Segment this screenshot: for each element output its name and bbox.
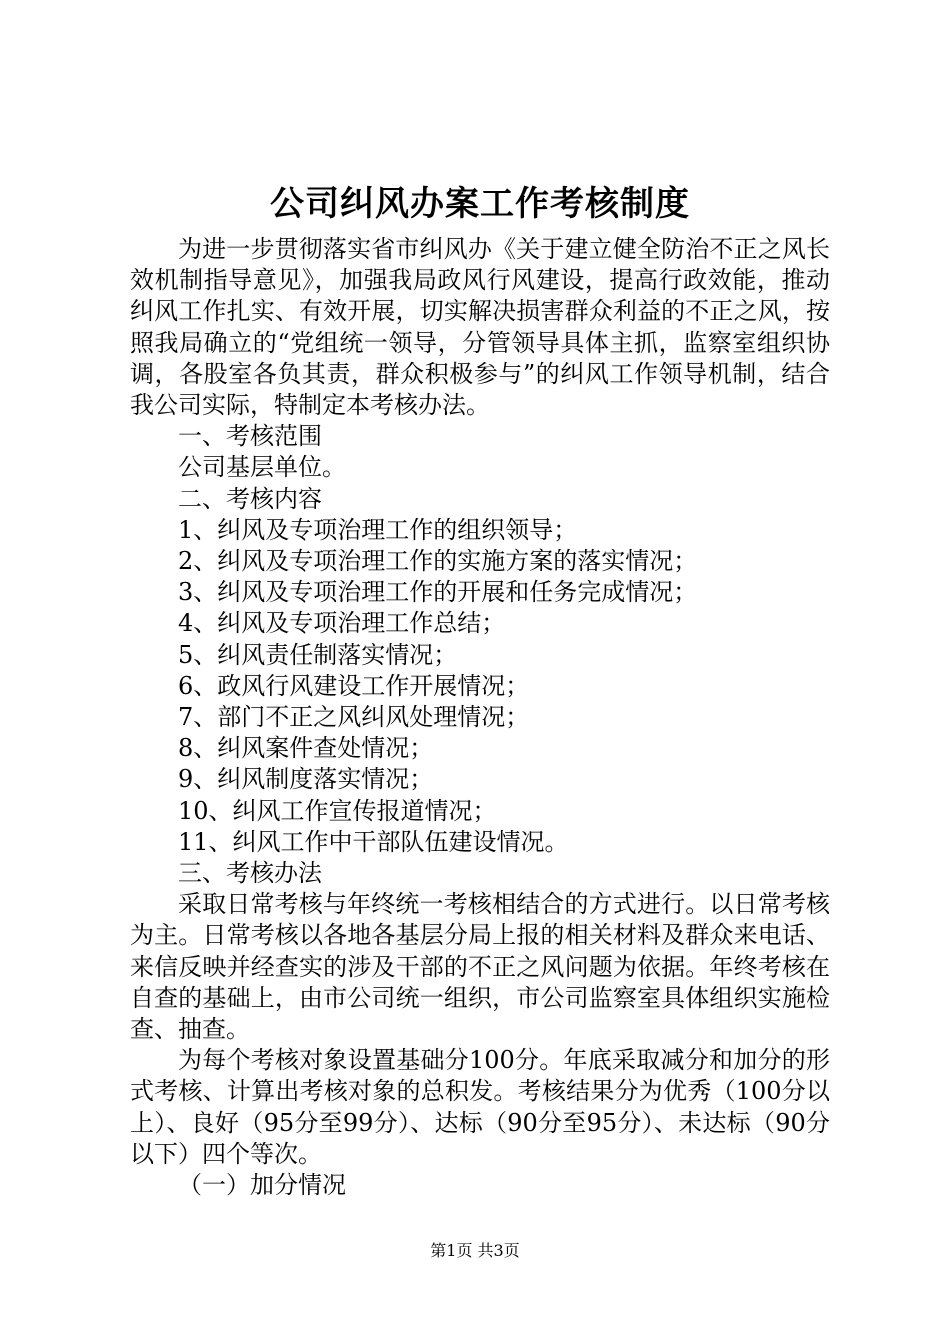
list-item: 9、纠风制度落实情况； [178,765,434,794]
list-item: 11、纠风工作中干部队伍建设情况。 [178,827,569,856]
scoring-paragraph: 为每个考核对象设置基础分100分。年底采取减分和加分的形式考核、计算出考核对象的总积发。考核结果分为优秀（100分以上）、良好（95分至99分）、达标（90分至95分）、未达标（90分以下）四个等次。 [130,1046,830,1168]
section-heading-content: 二、考核内容 [178,484,322,513]
list-item: 8、纠风案件查处情况； [178,734,434,763]
list-item: 4、纠风及专项治理工作总结； [178,609,506,638]
scope-text: 公司基层单位。 [178,453,346,482]
subsection-heading-bonus: （一）加分情况 [178,1171,346,1200]
document-title: 公司纠风办案工作考核制度 [270,184,690,224]
page-footer: 第1页 共3页 [430,1241,520,1260]
list-item: 7、部门不正之风纠风处理情况； [178,703,530,732]
document-body [130,234,830,1201]
intro-paragraph: 为进一步贯彻落实省市纠风办《关于建立健全防治不正之风长效机制指导意见》，加强我局政风行风建设，提高行政效能，推动纠风工作扎实、有效开展，切实解决损害群众利益的不正之风，按照我局确立的“党组统一领导，分管领导具体主抓，监察室组织协调，各股室各负其责，群众积极参与”的纠风工作领导机制，结合我公司实际，特制定本考核办法。 [130,235,830,420]
section-heading-scope: 一、考核范围 [178,422,322,451]
document-page [130,180,830,1201]
list-item: 2、纠风及专项治理工作的实施方案的落实情况； [178,547,698,576]
section-heading-method: 三、考核办法 [178,859,322,888]
list-item: 3、纠风及专项治理工作的开展和任务完成情况； [178,578,698,607]
list-item: 10、纠风工作宣传报道情况； [178,796,497,825]
list-item: 5、纠风责任制落实情况； [178,640,458,669]
list-item: 6、政风行风建设工作开展情况； [178,671,530,700]
method-paragraph: 采取日常考核与年终统一考核相结合的方式进行。以日常考核为主。日常考核以各地各基层分局上报的相关材料及群众来电话、来信反映并经查实的涉及干部的不正之风问题为依据。年终考核在自查的基础上，由市公司统一组织，市公司监察室具体组织实施检查、抽查。 [130,890,830,1044]
list-item: 1、纠风及专项治理工作的组织领导； [178,515,578,544]
